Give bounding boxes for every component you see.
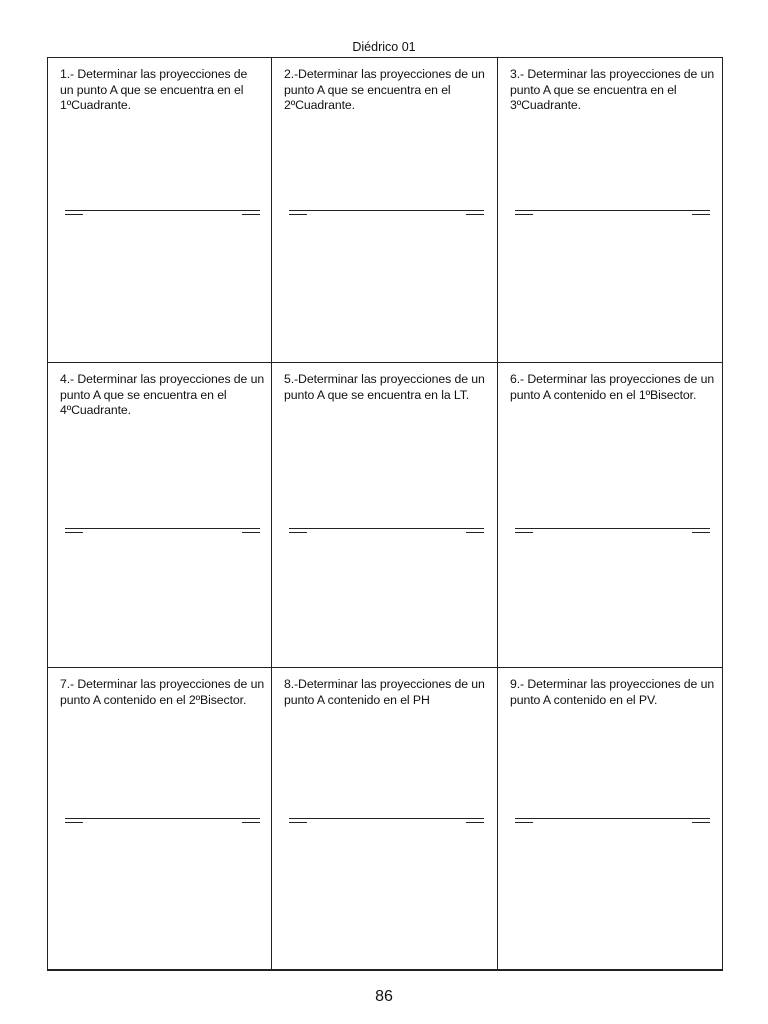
exercise-cell-8 <box>272 668 498 970</box>
ground-line <box>515 210 710 218</box>
ground-line-right-mark <box>242 822 260 823</box>
exercise-cell-6 <box>498 363 722 668</box>
page-title: Diédrico 01 <box>352 40 416 54</box>
ground-line-left-mark <box>65 822 83 823</box>
ground-line-stroke <box>289 528 484 529</box>
ground-line-right-mark <box>466 532 484 533</box>
ground-line-left-mark <box>65 532 83 533</box>
ground-line <box>515 528 710 536</box>
ground-line <box>289 210 484 218</box>
exercise-cell-7 <box>48 668 272 970</box>
ground-line-stroke <box>515 818 710 819</box>
ground-line-stroke <box>515 210 710 211</box>
ground-line-left-mark <box>65 214 83 215</box>
exercise-statement: 2.-Determinar las proyecciones de un punto A que se encuentra en el 2ºCuadrante. <box>284 67 485 112</box>
exercise-cell-1 <box>48 58 272 363</box>
ground-line-left-mark <box>289 532 307 533</box>
exercise-statement: 6.- Determinar las proyecciones de un punto A contenido en el 1ºBisector. <box>510 372 715 402</box>
ground-line-right-mark <box>242 532 260 533</box>
ground-line-right-mark <box>466 214 484 215</box>
exercise-cell-4 <box>48 363 272 668</box>
ground-line-right-mark <box>692 822 710 823</box>
exercise-cell-3 <box>498 58 722 363</box>
ground-line-left-mark <box>289 822 307 823</box>
exercise-statement: 8.-Determinar las proyecciones de un punto A contenido en el PH <box>284 677 485 707</box>
exercise-statement: 7.- Determinar las proyecciones de un punto A contenido en el 2ºBisector. <box>60 677 265 707</box>
page-number: 86 <box>375 988 393 1005</box>
ground-line <box>65 210 260 218</box>
ground-line-left-mark <box>515 822 533 823</box>
exercise-grid <box>47 57 723 971</box>
exercise-statement: 4.- Determinar las proyecciones de un punto A que se encuentra en el 4ºCuadrante. <box>60 372 265 417</box>
exercise-statement: 9.- Determinar las proyecciones de un punto A contenido en el PV. <box>510 677 715 707</box>
ground-line-right-mark <box>692 214 710 215</box>
ground-line-stroke <box>65 528 260 529</box>
ground-line-left-mark <box>289 214 307 215</box>
ground-line <box>65 528 260 536</box>
ground-line-stroke <box>65 818 260 819</box>
ground-line-stroke <box>515 528 710 529</box>
ground-line <box>289 528 484 536</box>
exercise-cell-9 <box>498 668 722 970</box>
ground-line-right-mark <box>466 822 484 823</box>
ground-line-stroke <box>65 210 260 211</box>
ground-line-stroke <box>289 818 484 819</box>
ground-line-left-mark <box>515 214 533 215</box>
exercise-statement: 3.- Determinar las proyecciones de un punto A que se encuentra en el 3ºCuadrante. <box>510 67 715 112</box>
ground-line-right-mark <box>692 532 710 533</box>
exercise-cell-5 <box>272 363 498 668</box>
exercise-cell-2 <box>272 58 498 363</box>
ground-line <box>289 818 484 826</box>
exercise-statement: 1.- Determinar las proyecciones de un punto A que se encuentra en el 1ºCuadrante. <box>60 67 248 112</box>
ground-line <box>515 818 710 826</box>
ground-line-stroke <box>289 210 484 211</box>
ground-line-left-mark <box>515 532 533 533</box>
exercise-statement: 5.-Determinar las proyecciones de un punto A que se encuentra en la LT. <box>284 372 485 402</box>
ground-line-right-mark <box>242 214 260 215</box>
ground-line <box>65 818 260 826</box>
